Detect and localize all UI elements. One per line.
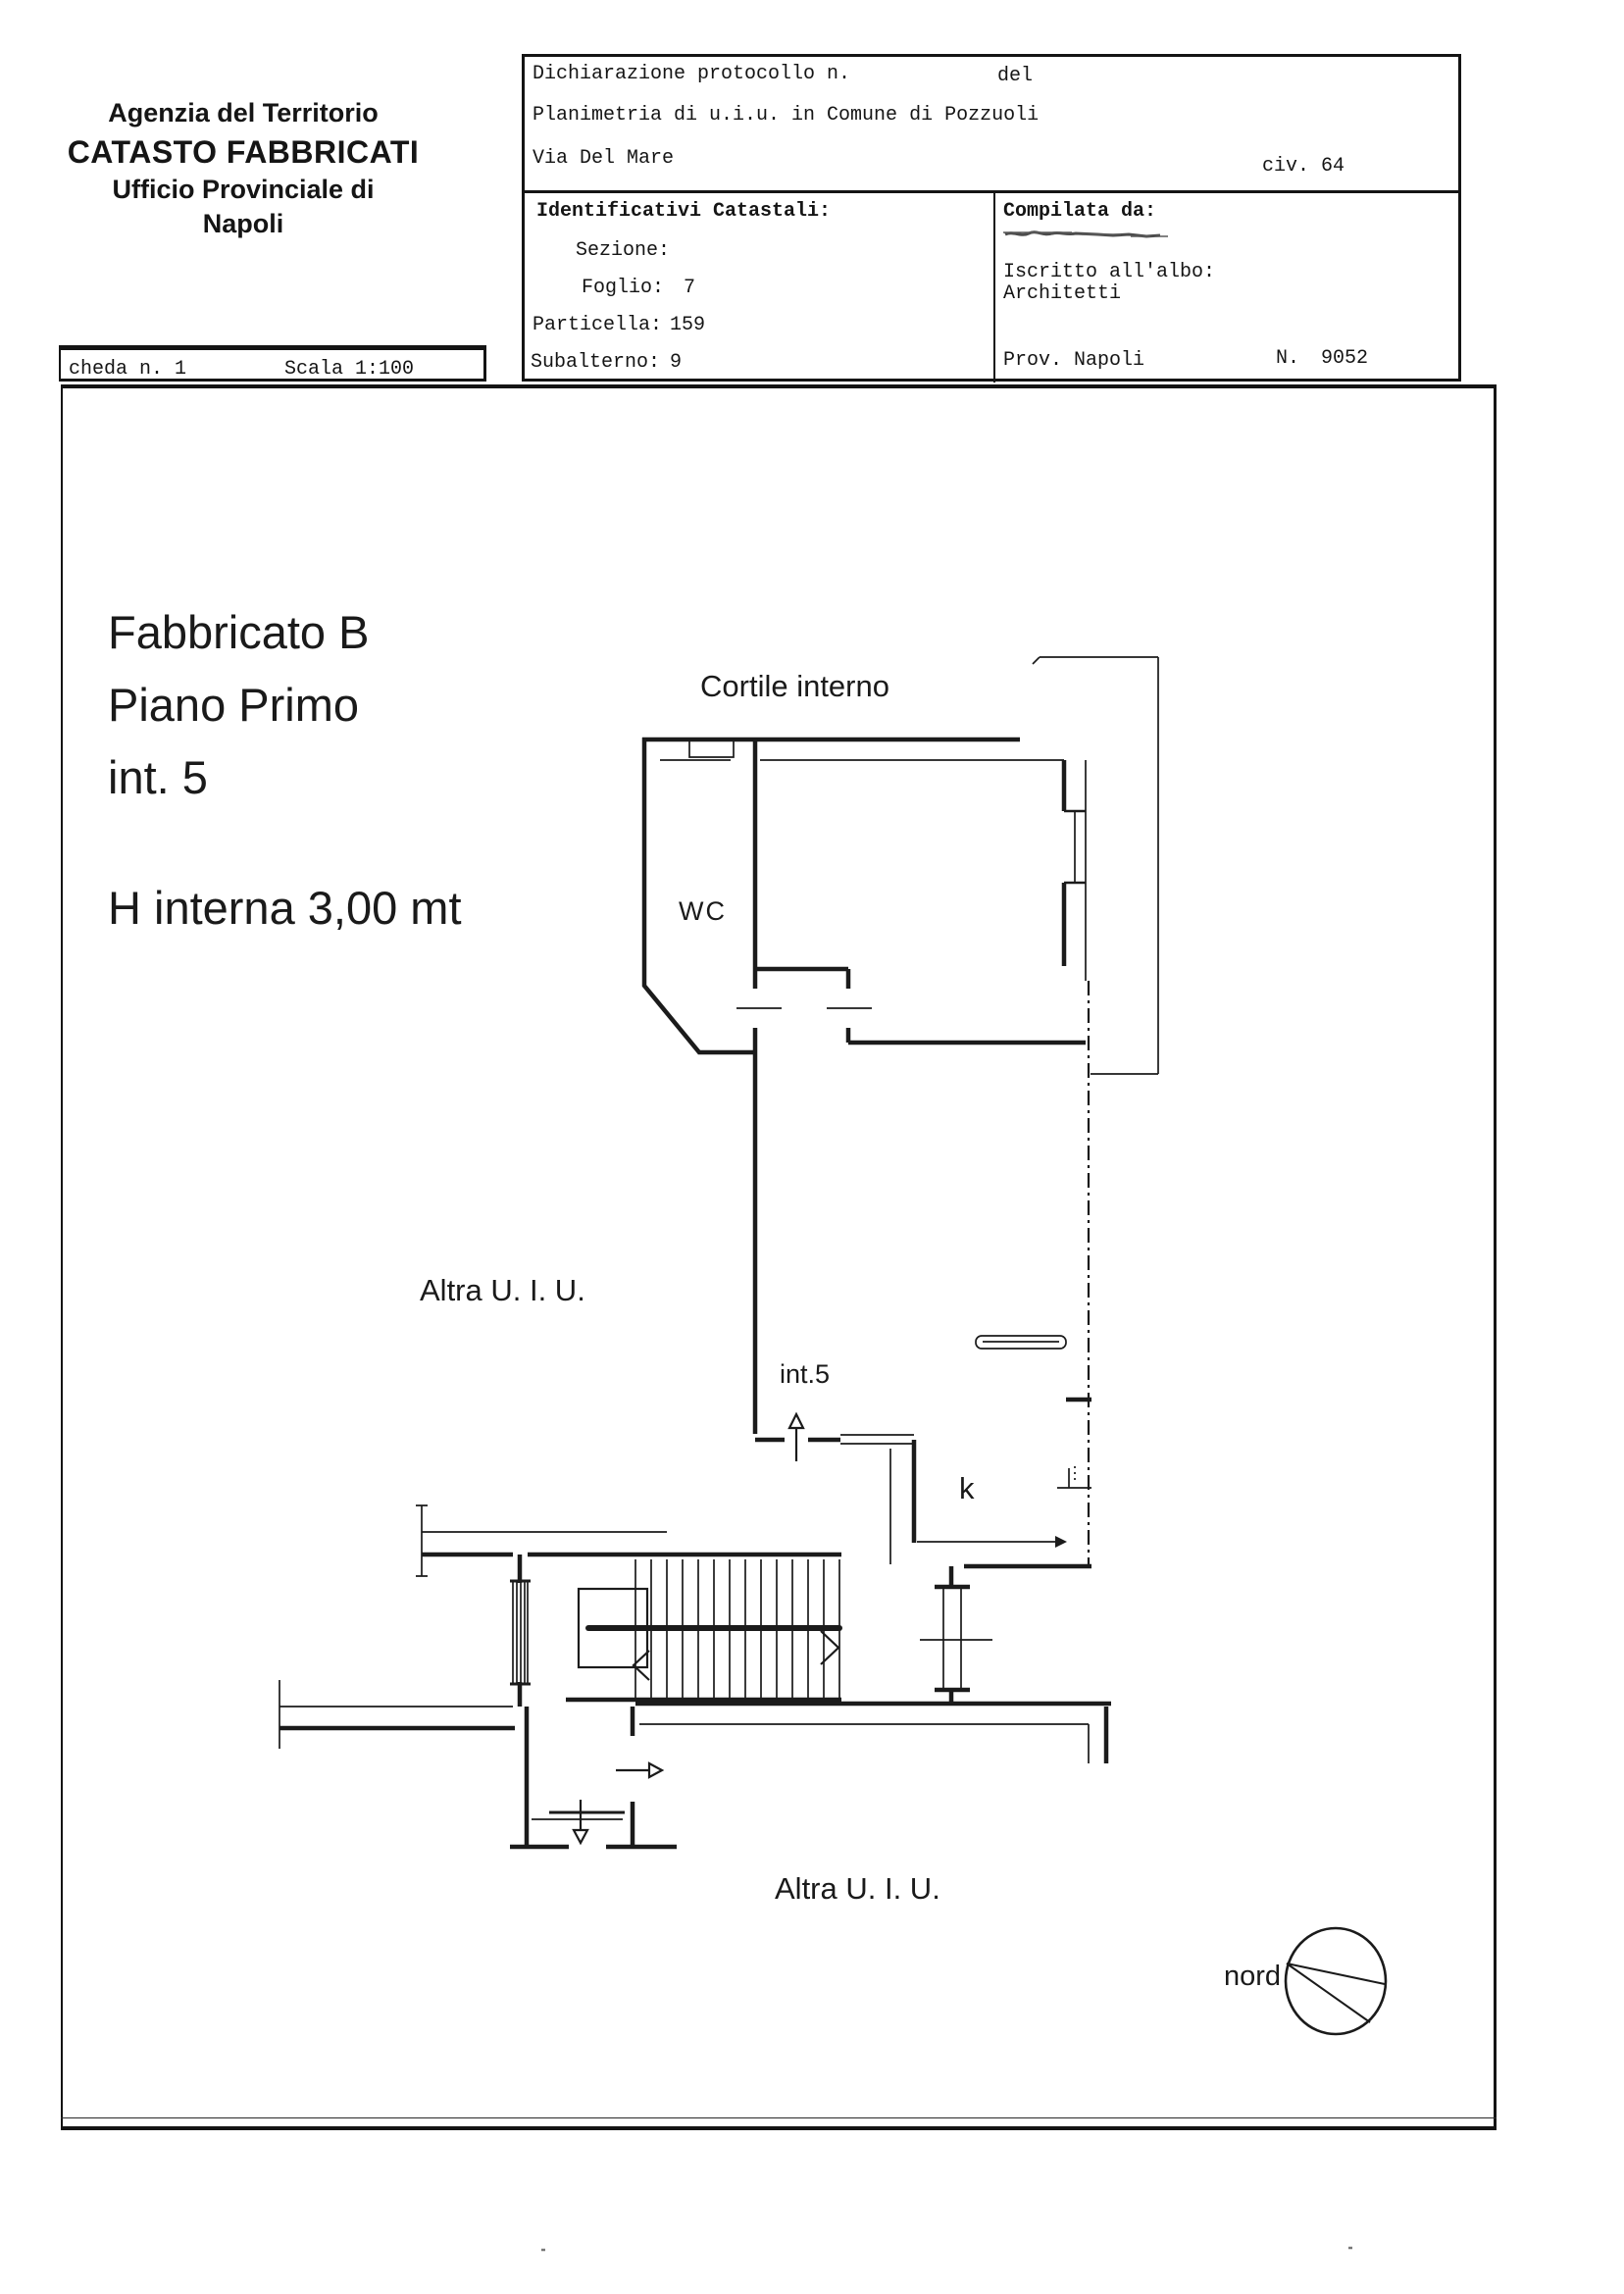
protocol-label: Dichiarazione protocollo n. <box>533 63 851 85</box>
compiler-title: Compilata da: <box>1003 200 1157 223</box>
office-line: Ufficio Provinciale di <box>112 174 375 204</box>
building-label: Fabbricato B <box>108 606 370 658</box>
sheet-number: cheda n. 1 <box>69 358 187 381</box>
bottom-inner-face <box>639 1724 1089 1763</box>
particella-label: Particella: <box>533 314 663 336</box>
foglio-value: 7 <box>684 277 696 299</box>
albo-number-value: 9052 <box>1321 347 1369 370</box>
stair-niche-lines <box>416 1505 667 1576</box>
agency-name: Agenzia del Territorio <box>108 98 379 127</box>
street-name: Via Del Mare <box>533 147 675 170</box>
wc-label: WC <box>679 896 727 926</box>
north-compass-icon <box>1286 1928 1386 2034</box>
window-lower-caps <box>935 1587 970 1690</box>
civic-number: civ. 64 <box>1262 155 1345 178</box>
albo-value: Architetti <box>1003 282 1122 305</box>
catasto-title: CATASTO FABBRICATI <box>67 133 420 170</box>
top-notch <box>689 739 734 757</box>
other-unit-left-label: Altra U. I. U. <box>420 1273 585 1307</box>
protocol-del-label: del <box>997 65 1034 87</box>
floor-label: Piano Primo <box>108 679 359 731</box>
kitchen-label: k <box>959 1471 975 1505</box>
left-slab-lines <box>279 1680 513 1749</box>
wall-wc-left <box>644 738 755 1052</box>
courtyard-label: Cortile interno <box>700 669 889 703</box>
unit-int5-label: int.5 <box>780 1359 831 1389</box>
wall-bottom <box>635 1704 1111 1763</box>
prov-label: Prov. Napoli <box>1003 349 1145 372</box>
courtyard-boundary <box>1033 657 1158 1074</box>
entrance-arrow-up <box>789 1414 803 1461</box>
other-unit-bottom-label: Altra U. I. U. <box>775 1871 940 1906</box>
wall-room-bottom <box>755 969 1086 1043</box>
boundary-arrowhead <box>1055 1536 1067 1548</box>
albo-label: Iscritto all'albo: <box>1003 261 1216 283</box>
internal-height-label: H interna 3,00 mt <box>108 882 462 934</box>
scan-artifact-dots <box>541 2248 1352 2250</box>
unit-label: int. 5 <box>108 751 208 803</box>
scale-label: Scala 1:100 <box>284 358 415 381</box>
kitchen-lines <box>890 1449 992 1690</box>
exit-arrow-down <box>574 1800 587 1843</box>
subalterno-value: 9 <box>670 351 683 374</box>
subalterno-label: Subalterno: <box>531 351 661 374</box>
planimetry-line: Planimetria di u.i.u. in Comune di Pozzuoli <box>533 104 1040 127</box>
north-label: nord <box>1223 1961 1281 1992</box>
foglio-label: Foglio: <box>582 277 665 299</box>
balcony-arrow-right <box>616 1763 662 1777</box>
stair-window <box>510 1581 531 1684</box>
office-city: Napoli <box>202 209 284 239</box>
wall-kitchen <box>914 1440 1091 1704</box>
window-right-lines <box>1075 760 1086 981</box>
albo-number-label: N. <box>1276 347 1300 370</box>
cadastral-ids-title: Identificativi Catastali: <box>536 200 832 223</box>
sezione-label: Sezione: <box>576 239 671 262</box>
particella-value: 159 <box>670 314 706 336</box>
entrance-threshold <box>840 1435 914 1444</box>
